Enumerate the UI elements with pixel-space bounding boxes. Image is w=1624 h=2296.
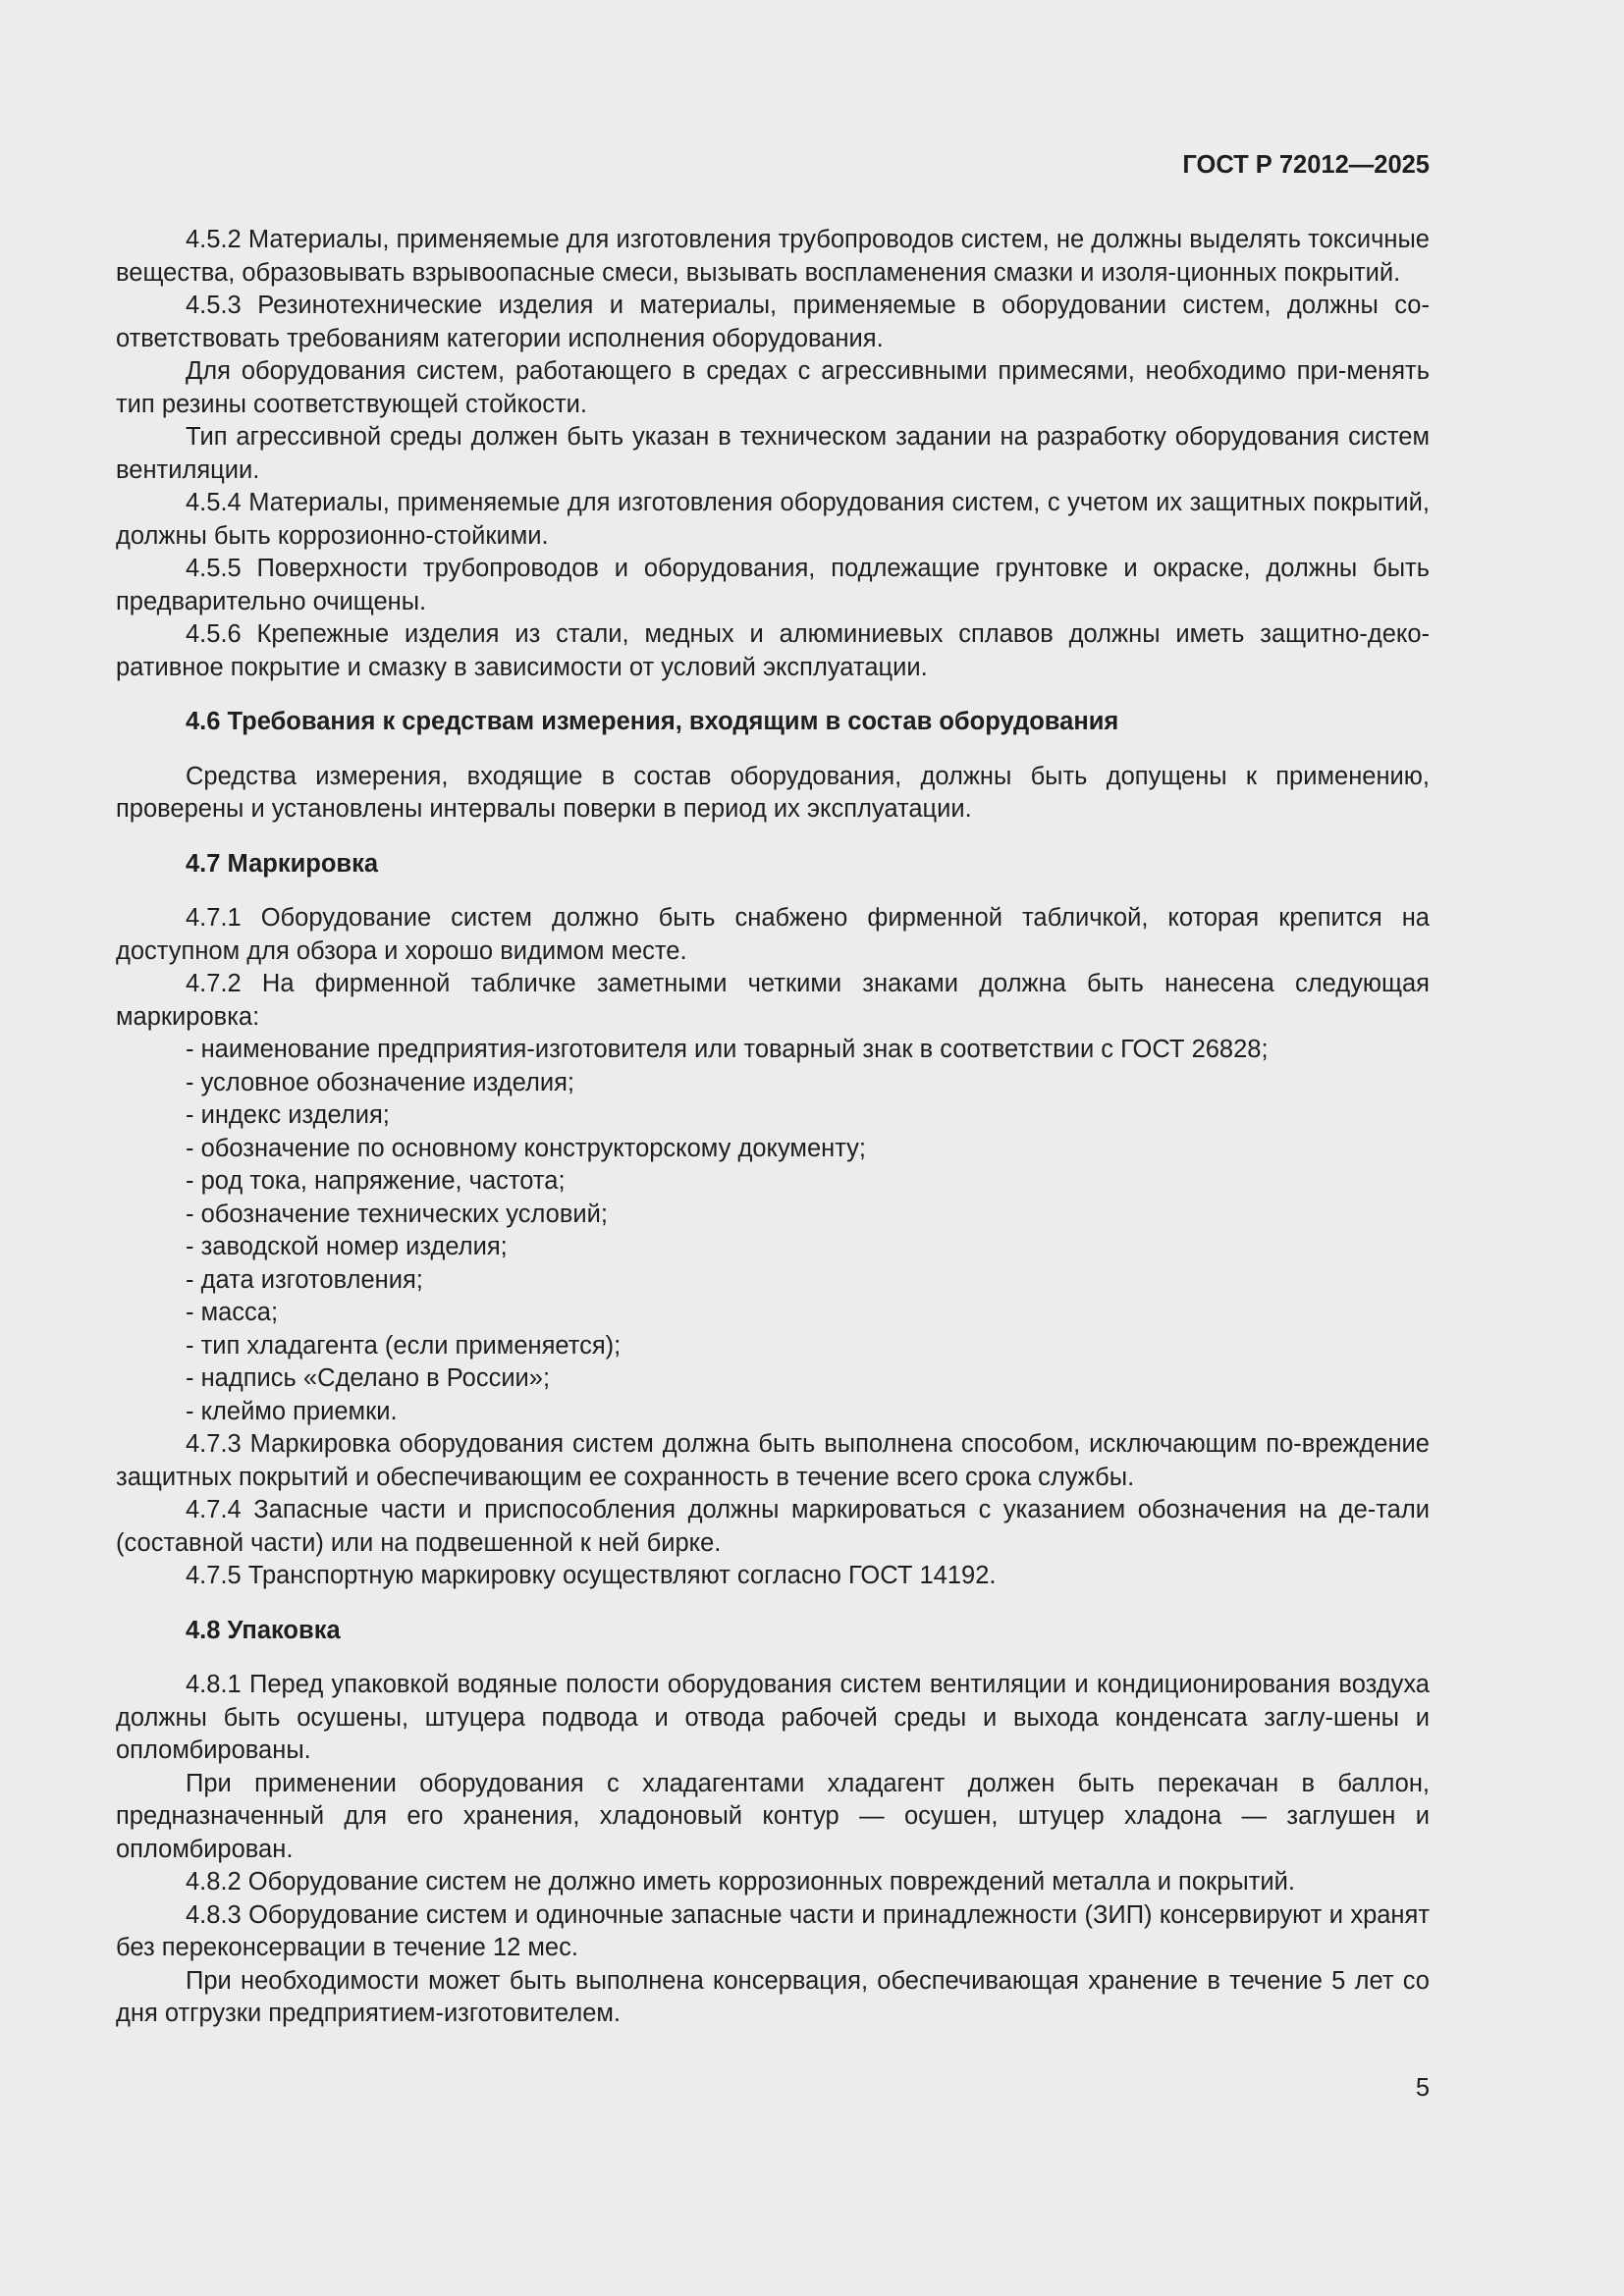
list-item: - обозначение по основному конструкторскому документу; [186, 1134, 867, 1162]
paragraph-4-5-3-media-type: Тип агрессивной среды должен быть указан в техническом задании на разработку оборудования систем вентиляции. [116, 423, 1430, 484]
list-item: - род тока, напряжение, частота; [186, 1167, 566, 1195]
paragraph-4-5-3-aggressive-media: Для оборудования систем, работающего в средах с агрессивными примесями, необходимо при-менять тип резины соответствующей стойкости. [116, 357, 1430, 418]
paragraph-4-7-4: 4.7.4 Запасные части и приспособления должны маркироваться с указанием обозначения на де-тали (составной части) или на подвешенной к ней бирке. [116, 1496, 1430, 1557]
list-item: - тип хладагента (если применяется); [186, 1331, 622, 1360]
paragraph-4-5-5: 4.5.5 Поверхности трубопроводов и оборудования, подлежащие грунтовке и окраске, должны быть предварительно очищены. [116, 555, 1430, 615]
paragraph-4-8-1-refrigerant: При применении оборудования с хладагентами хладагент должен быть перекачан в баллон, предназначенный для его хранения, хладоновый контур — осушен, штуцер хладона — заглушен и опломбирован. [116, 1769, 1430, 1863]
paragraph-4-8-1: 4.8.1 Перед упаковкой водяные полости оборудования систем вентиляции и кондиционирования воздуха должны быть осушены, штуцера подвода и отвода рабочей среды и выхода конденсата заглу-шены и опломбированы. [116, 1671, 1430, 1764]
paragraph-4-8-2: 4.8.2 Оборудование систем не должно иметь коррозионных повреждений металла и покрытий. [186, 1868, 1295, 1896]
paragraph-4-7-1: 4.7.1 Оборудование систем должно быть снабжено фирменной табличкой, которая крепится на доступном для обзора и хорошо видимом месте. [116, 904, 1430, 965]
list-item: - наименование предприятия-изготовителя или товарный знак в соответствии с ГОСТ 26828; [186, 1036, 1269, 1063]
paragraph-4-7-5: 4.7.5 Транспортную маркировку осуществляют согласно ГОСТ 14192. [186, 1562, 997, 1589]
paragraph-4-5-2: 4.5.2 Материалы, применяемые для изготовления трубопроводов систем, не должны выделять токсичные вещества, образовывать взрывоопасные смеси, вызывать воспламенения смазки и изоля-ционных покрытий. [116, 226, 1430, 287]
paragraph-4-5-6: 4.5.6 Крепежные изделия из стали, медных и алюминиевых сплавов должны иметь защитно-деко-ративное покрытие и смазку в зависимости от условий эксплуатации. [116, 620, 1430, 681]
section-title-4-6: 4.6 Требования к средствам измерения, входящим в состав оборудования [186, 708, 1119, 735]
page-number: 5 [1415, 2074, 1430, 2102]
section-4-5-block [116, 224, 1430, 684]
list-item: - надпись «Сделано в России»; [186, 1364, 551, 1392]
section-title-4-7: 4.7 Маркировка [186, 849, 379, 878]
document-body [116, 149, 1430, 2031]
list-item: - клеймо приемки. [186, 1397, 398, 1425]
paragraph-4-7-3: 4.7.3 Маркировка оборудования систем должна быть выполнена способом, исключающим по-вреждение защитных покрытий и обеспечивающим ее сохранность в течение всего срока службы. [116, 1430, 1430, 1491]
paragraph-4-5-3: 4.5.3 Резинотехнические изделия и материалы, применяемые в оборудовании систем, должны со-ответствовать требованиям категории исполнения оборудования. [116, 292, 1430, 352]
paragraph-4-5-4: 4.5.4 Материалы, применяемые для изготовления оборудования систем, с учетом их защитных покрытий, должны быть коррозионно-стойкими. [116, 489, 1430, 550]
list-item: - индекс изделия; [186, 1101, 390, 1129]
paragraph-4-8-3: 4.8.3 Оборудование систем и одиночные запасные части и принадлежности (ЗИП) консервируют и хранят без переконсервации в течение 12 мес. [116, 1900, 1430, 1961]
list-item: - условное обозначение изделия; [186, 1068, 574, 1096]
paragraph-4-8-3-conservation: При необходимости может быть выполнена консервация, обеспечивающая хранение в течение 5 лет со дня отгрузки предприятием-изготовителем. [116, 1966, 1430, 2027]
list-item: - заводской номер изделия; [186, 1233, 508, 1260]
list-item: - обозначение технических условий; [186, 1200, 608, 1228]
section-title-4-8: 4.8 Упаковка [186, 1616, 341, 1644]
document-code-header: ГОСТ Р 72012—2025 [1182, 151, 1430, 179]
list-item: - масса; [186, 1299, 279, 1326]
marking-list [116, 1034, 1430, 1428]
paragraph-4-6: Средства измерения, входящие в состав оборудования, должны быть допущены к применению, проверены и установлены интервалы поверки в период их эксплуатации. [116, 762, 1430, 823]
paragraph-4-7-2: 4.7.2 На фирменной табличке заметными четкими знаками должна быть нанесена следующая маркировка: [116, 970, 1430, 1031]
list-item: - дата изготовления; [186, 1265, 423, 1294]
